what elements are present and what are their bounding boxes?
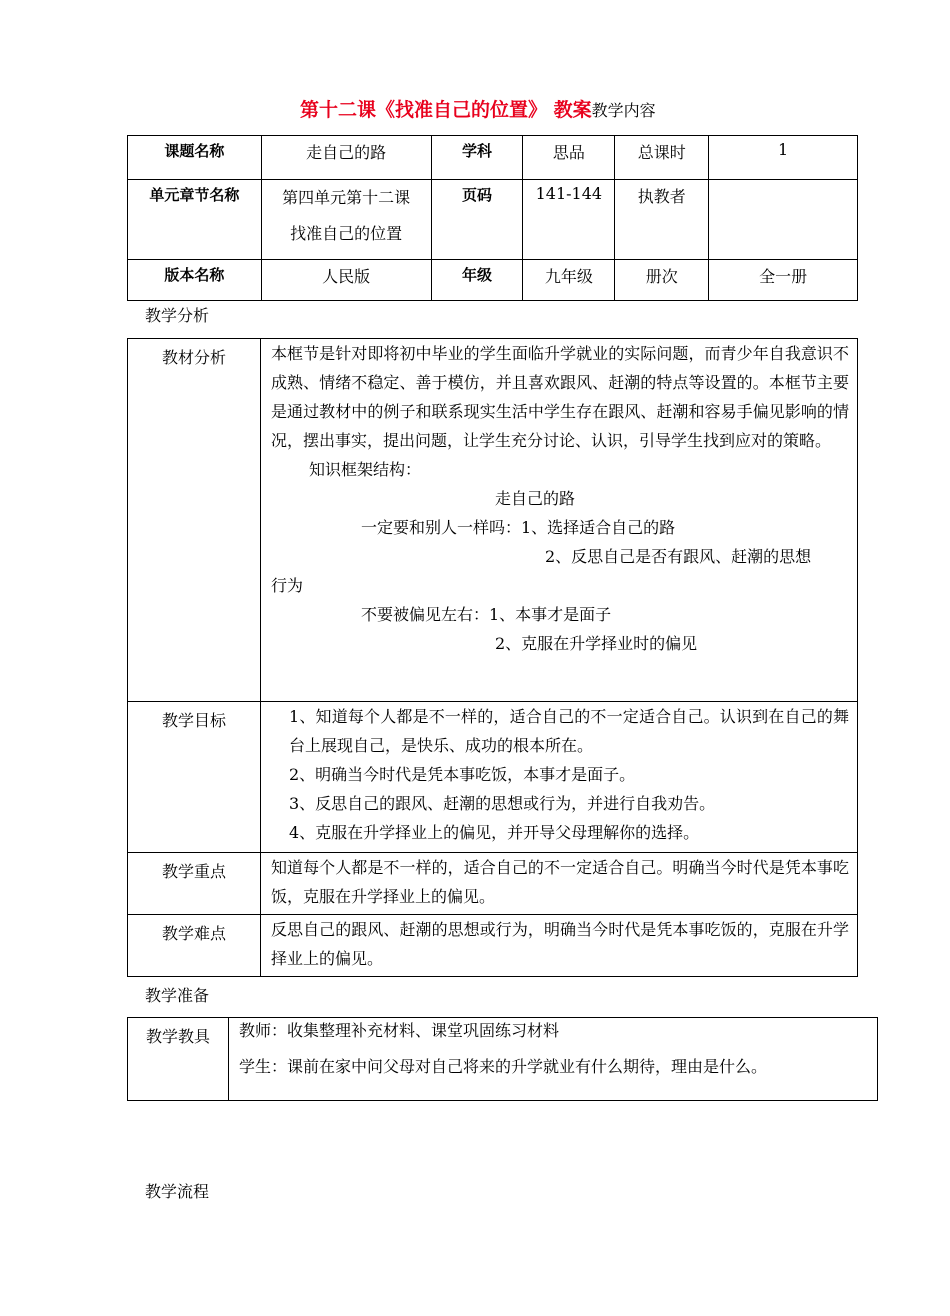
- table-cell: [709, 180, 858, 260]
- table-row: [128, 180, 858, 260]
- framework-root: 走自己的路: [495, 489, 576, 508]
- table-row: [128, 339, 858, 702]
- paragraph: 3、反思自己的跟风、赶潮的思想或行为，并进行自我劝告。: [289, 794, 716, 813]
- table-cell: 执教者: [615, 180, 709, 260]
- material-content: [261, 339, 858, 702]
- row-label: 教学教具: [128, 1018, 229, 1101]
- framework-title: 知识框架结构：: [309, 460, 422, 479]
- paragraph: 4、克服在升学择业上的偏见，并开导父母理解你的选择。: [289, 823, 700, 842]
- goal-content: [261, 702, 858, 853]
- row-label: 教学目标: [128, 702, 261, 853]
- paragraph: 2、明确当今时代是凭本事吃饭，本事才是面子。: [289, 765, 636, 784]
- paragraph: 本框节是针对即将初中毕业的学生面临升学就业的实际问题，而青少年自我意识不成熟、情绪不稳定、善于模仿，并且喜欢跟风、赶潮的特点等设置的。本框节主要是通过教材中的例子和联系现实生活中学生存在跟风、赶潮和容易手偏见影响的情况，摆出事实，提出问题，让学生充分讨论、认识，引导学生找到应对的策略。: [271, 344, 849, 450]
- table-cell: 册次: [615, 260, 709, 301]
- table-cell: 版本名称: [128, 260, 262, 301]
- difficult-content: 反思自己的跟风、赶潮的思想或行为，明确当今时代是凭本事吃饭的，克服在升学择业上的偏见。: [261, 915, 858, 977]
- framework-branch: 行为: [271, 576, 304, 595]
- cell-line: 第四单元第十二课: [282, 188, 411, 207]
- table-cell: 思品: [523, 136, 615, 180]
- table-cell: 单元章节名称: [128, 180, 262, 260]
- section-heading-analysis: 教学分析: [145, 306, 210, 325]
- key-content: 知道每个人都是不一样的，适合自己的不一定适合自己。明确当今时代是凭本事吃饭，克服在升学择业上的偏见。: [261, 853, 858, 915]
- cell-line: 找准自己的位置: [290, 224, 403, 243]
- table-cell: [261, 180, 431, 260]
- row-label: 教学重点: [128, 853, 261, 915]
- table-cell: 总课时: [615, 136, 709, 180]
- table-cell: 走自己的路: [261, 136, 431, 180]
- prep-content: [229, 1018, 878, 1101]
- row-label: 教学难点: [128, 915, 261, 977]
- table-cell: 全一册: [709, 260, 858, 301]
- table-cell: 141-144: [523, 180, 615, 260]
- section-heading-prep: 教学准备: [145, 986, 210, 1005]
- table-cell: 页码: [431, 180, 523, 260]
- table-row: [128, 1018, 878, 1101]
- framework-branch: 2、克服在升学择业时的偏见: [495, 634, 698, 653]
- paragraph: 学生：课前在家中问父母对自己将来的升学就业有什么期待，理由是什么。: [239, 1057, 768, 1076]
- table-cell: 人民版: [261, 260, 431, 301]
- framework-branch: 不要被偏见左右：1、本事才是面子: [361, 605, 612, 624]
- table-row: [128, 260, 858, 301]
- info-table: [127, 135, 858, 301]
- title-main: 第十二课《找准自己的位置》 教案: [300, 99, 592, 121]
- table-cell: 学科: [431, 136, 523, 180]
- row-label: 教材分析: [128, 339, 261, 702]
- table-cell: 课题名称: [128, 136, 262, 180]
- table-cell: 年级: [431, 260, 523, 301]
- framework-branch: 一定要和别人一样吗：1、选择适合自己的路: [361, 518, 676, 537]
- table-cell: 1: [709, 136, 858, 180]
- table-row: [128, 915, 858, 977]
- section-heading-process: 教学流程: [145, 1182, 210, 1201]
- table-row: [128, 702, 858, 853]
- title-suffix: 教学内容: [591, 101, 656, 120]
- table-row: [128, 853, 858, 915]
- prep-table: [127, 1017, 878, 1101]
- table-cell: 九年级: [523, 260, 615, 301]
- framework-branch: 2、反思自己是否有跟风、赶潮的思想: [545, 547, 812, 566]
- analysis-table: [127, 338, 858, 977]
- page-title: [300, 96, 656, 125]
- paragraph: 教师：收集整理补充材料、课堂巩固练习材料: [239, 1021, 560, 1040]
- table-row: [128, 136, 858, 180]
- paragraph: 1、知道每个人都是不一样的，适合自己的不一定适合自己。认识到在自己的舞台上展现自己，是快乐、成功的根本所在。: [289, 707, 849, 755]
